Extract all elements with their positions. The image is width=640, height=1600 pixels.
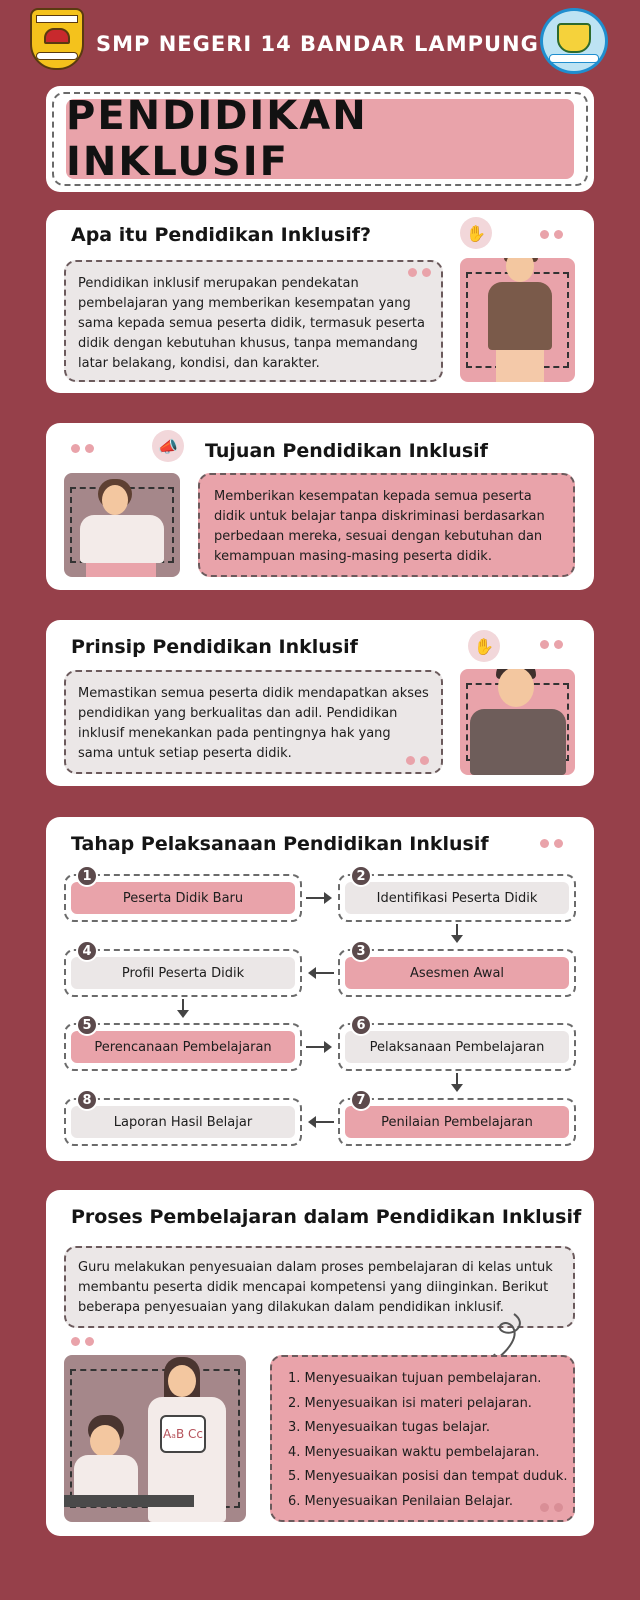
step-3-label: Asesmen Awal — [345, 957, 569, 989]
wave-hand-icon: ✋ — [468, 630, 500, 662]
step-8-label: Laporan Hasil Belajar — [71, 1106, 295, 1138]
proses-dots — [71, 1337, 94, 1346]
tujuan-heading: Tujuan Pendidikan Inklusif — [205, 440, 488, 462]
step-8-number: 8 — [76, 1089, 98, 1111]
proses-heading: Proses Pembelajaran dalam Pendidikan Inklusif — [71, 1206, 582, 1228]
apa-dots — [540, 230, 563, 239]
step-4-number: 4 — [76, 940, 98, 962]
step-1-number: 1 — [76, 865, 98, 887]
apa-heading: Apa itu Pendidikan Inklusif? — [71, 224, 372, 246]
prinsip-heading: Prinsip Pendidikan Inklusif — [71, 636, 358, 658]
step-3-number: 3 — [350, 940, 372, 962]
prinsip-textbox — [64, 670, 443, 774]
proses-illustration — [64, 1355, 246, 1522]
arrow-1-2 — [306, 897, 330, 899]
list-item: 3. Menyesuaikan tugas belajar. — [288, 1420, 491, 1435]
step-2-number: 2 — [350, 865, 372, 887]
step-7 — [338, 1098, 576, 1146]
apa-box-dots — [408, 268, 431, 277]
step-4 — [64, 949, 302, 997]
hand-sign-icon: ✋ — [460, 217, 492, 249]
tahap-dots — [540, 839, 563, 848]
arrow-5-6 — [306, 1046, 330, 1048]
apa-illustration — [460, 258, 575, 382]
school-logo — [540, 8, 608, 74]
list-item: 5. Menyesuaikan posisi dan tempat duduk. — [288, 1469, 568, 1484]
prinsip-box-dots — [406, 756, 429, 765]
step-4-label: Profil Peserta Didik — [71, 957, 295, 989]
city-logo — [30, 8, 84, 70]
step-7-label: Penilaian Pembelajaran — [345, 1106, 569, 1138]
proses-list-box — [270, 1355, 575, 1522]
list-item: 4. Menyesuaikan waktu pembelajaran. — [288, 1444, 540, 1460]
proses-text: Guru melakukan penyesuaian dalam proses pembelajaran di kelas untuk membantu peserta didik mencapai kompetensi yang diinginkan. Berikut beberapa penyesuaian yang dilakukan dalam pendidikan inklusif. — [78, 1260, 553, 1315]
tujuan-dots — [71, 444, 94, 453]
school-name: SMP NEGERI 14 BANDAR LAMPUNG — [96, 32, 539, 56]
list-item: 6. Menyesuaikan Penilaian Belajar. — [288, 1493, 514, 1509]
adjustment-list — [288, 1367, 568, 1514]
apa-text: Pendidikan inklusif merupakan pendekatan pembelajaran yang memberikan kesempatan yang sama kepada semua peserta didik, termasuk peserta didik dengan kebutuhan khusus, tanpa memandang latar belakang, kondisi, dan karakter. — [78, 276, 425, 371]
step-1-label: Peserta Didik Baru — [71, 882, 295, 914]
tahap-heading: Tahap Pelaksanaan Pendidikan Inklusif — [71, 833, 489, 855]
list-item: 2. Menyesuaikan isi materi pelajaran. — [288, 1395, 532, 1411]
arrow-2-3 — [456, 924, 458, 940]
arrow-6-7 — [456, 1073, 458, 1089]
alphabet-card: AₐB Cᴄ — [160, 1415, 206, 1453]
step-5-number: 5 — [76, 1014, 98, 1036]
step-6-number: 6 — [350, 1014, 372, 1036]
tujuan-illustration — [64, 473, 180, 577]
step-2 — [338, 874, 576, 922]
megaphone-icon: 📣 — [152, 430, 184, 462]
prinsip-dots — [540, 640, 563, 649]
arrow-4-5 — [182, 999, 184, 1015]
step-6 — [338, 1023, 576, 1071]
apa-textbox — [64, 260, 443, 382]
step-5 — [64, 1023, 302, 1071]
prinsip-illustration — [460, 669, 575, 775]
page-title: PENDIDIKAN INKLUSIF — [66, 99, 574, 179]
tujuan-textbox — [198, 473, 575, 577]
step-7-number: 7 — [350, 1089, 372, 1111]
list-item: 1. Menyesuaikan tujuan pembelajaran. — [288, 1371, 542, 1386]
arrow-3-4 — [310, 972, 334, 974]
step-1 — [64, 874, 302, 922]
prinsip-text: Memastikan semua peserta didik mendapatkan akses pendidikan yang berkualitas dan adil. Pendidikan inklusif menekankan pada pentingnya hak yang sama untuk setiap peserta didik. — [78, 686, 429, 761]
step-6-label: Pelaksanaan Pembelajaran — [345, 1031, 569, 1063]
proses-box-dots — [540, 1503, 563, 1512]
arrow-7-8 — [310, 1121, 334, 1123]
step-8 — [64, 1098, 302, 1146]
step-2-label: Identifikasi Peserta Didik — [345, 882, 569, 914]
step-3 — [338, 949, 576, 997]
step-5-label: Perencanaan Pembelajaran — [71, 1031, 295, 1063]
tujuan-text: Memberikan kesempatan kepada semua peserta didik untuk belajar tanpa diskriminasi berdasarkan perbedaan mereka, sesuai dengan kebutuhan dan kemampuan masing-masing peserta didik. — [214, 489, 545, 564]
